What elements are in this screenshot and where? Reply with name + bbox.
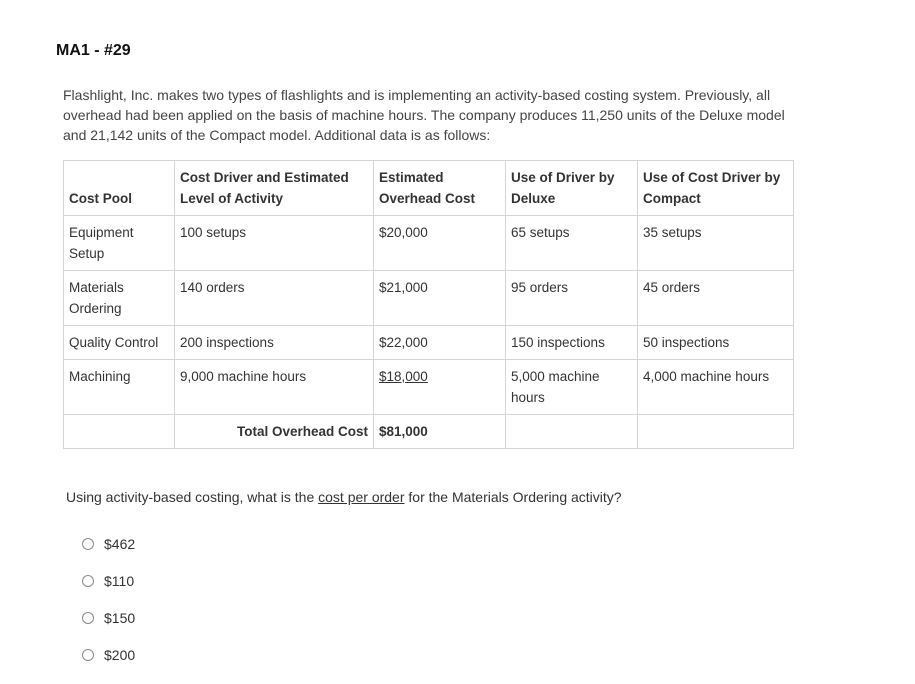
cell-compact: 45 orders [638, 271, 794, 326]
cell-cost-driver: 140 orders [175, 271, 374, 326]
header-cost-driver: Cost Driver and Estimated Level of Activity [175, 161, 374, 216]
overhead-data-table [63, 160, 794, 449]
cell-compact: 35 setups [638, 216, 794, 271]
cell-deluxe: 150 inspections [506, 326, 638, 360]
radio-button[interactable] [82, 649, 94, 661]
cell-compact: 50 inspections [638, 326, 794, 360]
option-label[interactable]: $200 [104, 647, 136, 663]
cell-overhead: $20,000 [374, 216, 506, 271]
question-text-end: for the Materials Ordering activity? [404, 489, 622, 505]
header-cost-pool: Cost Pool [64, 161, 175, 216]
option-label[interactable]: $150 [104, 610, 136, 626]
empty-cell [506, 415, 638, 449]
radio-button[interactable] [82, 575, 94, 587]
cell-overhead: $21,000 [374, 271, 506, 326]
header-use-deluxe: Use of Driver by Deluxe [506, 161, 638, 216]
cell-overhead: $22,000 [374, 326, 506, 360]
option-label[interactable]: $462 [104, 536, 136, 552]
table-row [64, 326, 794, 360]
answer-option[interactable] [82, 647, 135, 684]
cell-cost-driver: 200 inspections [175, 326, 374, 360]
cell-overhead: $18,000 [374, 360, 506, 415]
cell-deluxe: 95 orders [506, 271, 638, 326]
header-use-compact: Use of Cost Driver by Compact [638, 161, 794, 216]
answer-options [82, 536, 135, 684]
table-row [64, 360, 794, 415]
answer-option[interactable] [82, 610, 135, 647]
question-title: MA1 - #29 [56, 42, 131, 59]
table-row [64, 271, 794, 326]
cell-compact: 4,000 machine hours [638, 360, 794, 415]
cell-cost-pool: Machining [64, 360, 175, 415]
cell-cost-pool: Equipment Setup [64, 216, 175, 271]
header-estimated-overhead: Estimated Overhead Cost [374, 161, 506, 216]
cell-cost-pool: Materials Ordering [64, 271, 175, 326]
cell-deluxe: 5,000 machine hours [506, 360, 638, 415]
cell-cost-driver: 100 setups [175, 216, 374, 271]
question-text-start: Using activity-based costing, what is the [66, 489, 319, 505]
cell-deluxe: 65 setups [506, 216, 638, 271]
total-overhead-value: $81,000 [374, 415, 506, 449]
question-emphasis: cost per order [318, 489, 405, 505]
cell-cost-driver: 9,000 machine hours [175, 360, 374, 415]
table-total-row [64, 415, 794, 449]
radio-button[interactable] [82, 612, 94, 624]
radio-button[interactable] [82, 538, 94, 550]
table-row [64, 216, 794, 271]
total-overhead-label: Total Overhead Cost [175, 415, 374, 449]
answer-option[interactable] [82, 573, 135, 610]
answer-option[interactable] [82, 536, 135, 573]
cell-cost-pool: Quality Control [64, 326, 175, 360]
empty-cell [638, 415, 794, 449]
option-label[interactable]: $110 [104, 573, 135, 589]
table-header-row [64, 161, 794, 216]
problem-description: Flashlight, Inc. makes two types of flashlights and is implementing an activity-based costing system. Previously, all overhead had been applied on the basis of machine hours. The company produces 11,250 units of the Deluxe model and 21,142 units of the Compact model. Additional data is as follows: [63, 87, 785, 143]
question-text [66, 489, 622, 505]
empty-cell [64, 415, 175, 449]
